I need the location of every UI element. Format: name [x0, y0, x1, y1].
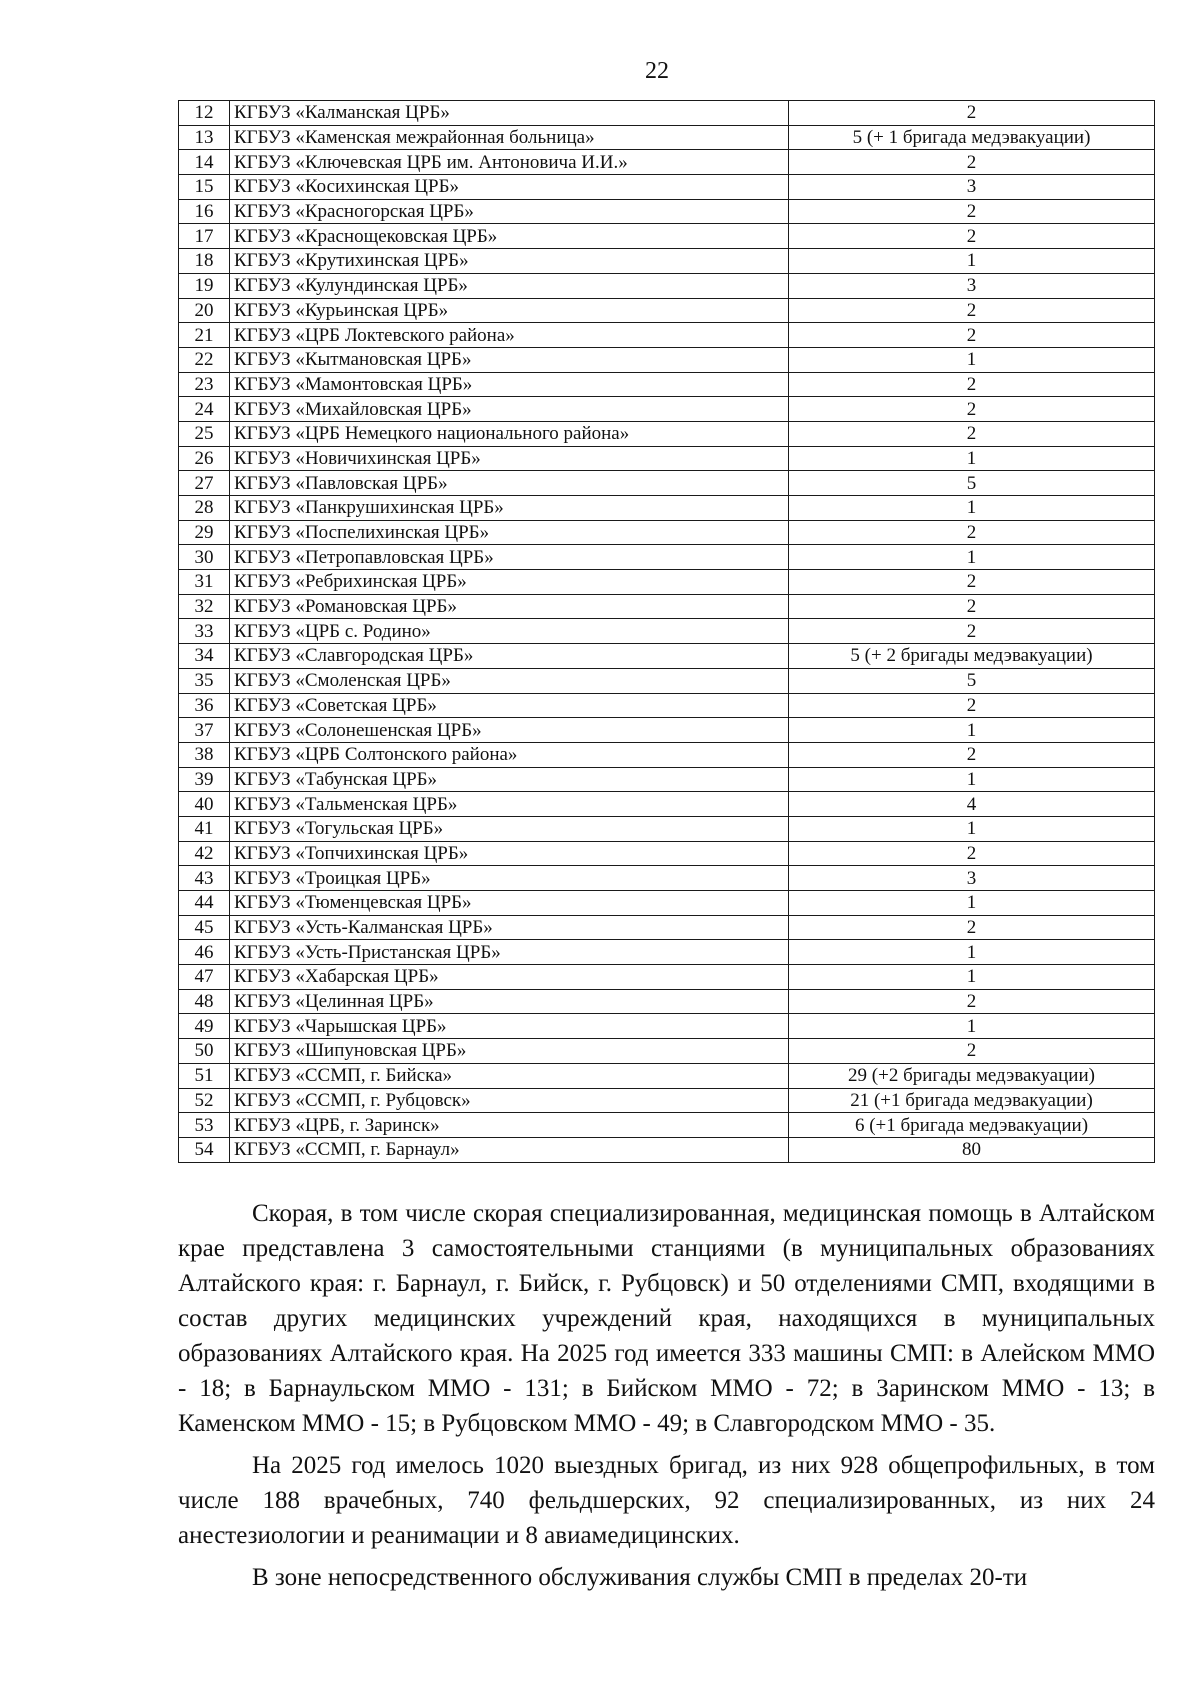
team-count-cell: 1 [789, 545, 1155, 570]
row-number-cell: 42 [179, 841, 230, 866]
row-number-cell: 50 [179, 1039, 230, 1064]
row-number-cell: 31 [179, 570, 230, 595]
institution-name-cell: КГБУЗ «ЦРБ, г. Заринск» [230, 1113, 789, 1138]
institution-name-cell: КГБУЗ «ЦРБ Локтевского района» [230, 323, 789, 348]
table-row [179, 570, 1155, 595]
team-count-cell: 1 [789, 347, 1155, 372]
table-row [179, 792, 1155, 817]
table-row [179, 249, 1155, 274]
table-row [179, 940, 1155, 965]
ambulance-teams-table [178, 100, 1155, 1163]
row-number-cell: 38 [179, 742, 230, 767]
team-count-cell: 2 [789, 594, 1155, 619]
institution-name-cell: КГБУЗ «ССМП, г. Рубцовск» [230, 1088, 789, 1113]
table-row [179, 1039, 1155, 1064]
team-count-cell: 1 [789, 767, 1155, 792]
table-row [179, 644, 1155, 669]
table-row [179, 199, 1155, 224]
row-number-cell: 14 [179, 150, 230, 175]
institution-name-cell: КГБУЗ «ССМП, г. Барнаул» [230, 1137, 789, 1162]
page-number: 22 [645, 58, 669, 84]
table-row [179, 1113, 1155, 1138]
table-row [179, 1088, 1155, 1113]
team-count-cell: 2 [789, 520, 1155, 545]
institution-name-cell: КГБУЗ «Топчихинская ЦРБ» [230, 841, 789, 866]
table-row [179, 841, 1155, 866]
institution-name-cell: КГБУЗ «Крутихинская ЦРБ» [230, 249, 789, 274]
institution-name-cell: КГБУЗ «Петропавловская ЦРБ» [230, 545, 789, 570]
row-number-cell: 21 [179, 323, 230, 348]
institution-name-cell: КГБУЗ «Солонешенская ЦРБ» [230, 718, 789, 743]
team-count-cell: 1 [789, 496, 1155, 521]
team-count-cell: 2 [789, 298, 1155, 323]
team-count-cell: 2 [789, 915, 1155, 940]
team-count-cell: 2 [789, 989, 1155, 1014]
institution-name-cell: КГБУЗ «Кулундинская ЦРБ» [230, 273, 789, 298]
table-row [179, 397, 1155, 422]
team-count-cell: 5 (+ 1 бригада медэвакуации) [789, 125, 1155, 150]
institution-name-cell: КГБУЗ «Панкрушихинская ЦРБ» [230, 496, 789, 521]
institution-name-cell: КГБУЗ «Табунская ЦРБ» [230, 767, 789, 792]
table-row [179, 273, 1155, 298]
table-row [179, 347, 1155, 372]
row-number-cell: 36 [179, 693, 230, 718]
row-number-cell: 26 [179, 446, 230, 471]
row-number-cell: 22 [179, 347, 230, 372]
institution-name-cell: КГБУЗ «Тальменская ЦРБ» [230, 792, 789, 817]
team-count-cell: 2 [789, 372, 1155, 397]
team-count-cell: 5 (+ 2 бригады медэвакуации) [789, 644, 1155, 669]
institution-name-cell: КГБУЗ «Краснощековская ЦРБ» [230, 224, 789, 249]
table-row [179, 545, 1155, 570]
table-row [179, 742, 1155, 767]
table-row [179, 816, 1155, 841]
row-number-cell: 52 [179, 1088, 230, 1113]
table-row [179, 446, 1155, 471]
team-count-cell: 2 [789, 742, 1155, 767]
table-row [179, 866, 1155, 891]
row-number-cell: 18 [179, 249, 230, 274]
row-number-cell: 41 [179, 816, 230, 841]
row-number-cell: 46 [179, 940, 230, 965]
table-row [179, 471, 1155, 496]
team-count-cell: 2 [789, 323, 1155, 348]
institution-name-cell: КГБУЗ «ССМП, г. Бийска» [230, 1063, 789, 1088]
table-row [179, 125, 1155, 150]
row-number-cell: 47 [179, 965, 230, 990]
row-number-cell: 16 [179, 199, 230, 224]
row-number-cell: 15 [179, 175, 230, 200]
institution-name-cell: КГБУЗ «Славгородская ЦРБ» [230, 644, 789, 669]
team-count-cell: 1 [789, 1014, 1155, 1039]
table-row [179, 767, 1155, 792]
paragraph: В зоне непосредственного обслуживания службы СМП в пределах 20-ти [252, 1564, 1028, 1591]
row-number-cell: 25 [179, 421, 230, 446]
team-count-cell: 2 [789, 841, 1155, 866]
table-row [179, 693, 1155, 718]
table-row [179, 496, 1155, 521]
team-count-cell: 3 [789, 175, 1155, 200]
table-row [179, 718, 1155, 743]
team-count-cell: 3 [789, 866, 1155, 891]
institution-name-cell: КГБУЗ «ЦРБ Солтонского района» [230, 742, 789, 767]
institution-name-cell: КГБУЗ «Советская ЦРБ» [230, 693, 789, 718]
team-count-cell: 1 [789, 891, 1155, 916]
institution-name-cell: КГБУЗ «Красногорская ЦРБ» [230, 199, 789, 224]
institution-name-cell: КГБУЗ «Усть-Калманская ЦРБ» [230, 915, 789, 940]
institution-name-cell: КГБУЗ «Курьинская ЦРБ» [230, 298, 789, 323]
table-row [179, 1014, 1155, 1039]
team-count-cell: 6 (+1 бригада медэвакуации) [789, 1113, 1155, 1138]
row-number-cell: 33 [179, 619, 230, 644]
institution-name-cell: КГБУЗ «Тогульская ЦРБ» [230, 816, 789, 841]
table-row [179, 1137, 1155, 1162]
row-number-cell: 28 [179, 496, 230, 521]
team-count-cell: 1 [789, 249, 1155, 274]
team-count-cell: 3 [789, 273, 1155, 298]
institution-name-cell: КГБУЗ «Ребрихинская ЦРБ» [230, 570, 789, 595]
table-row [179, 619, 1155, 644]
institution-name-cell: КГБУЗ «Чарышская ЦРБ» [230, 1014, 789, 1039]
row-number-cell: 23 [179, 372, 230, 397]
institution-name-cell: КГБУЗ «Павловская ЦРБ» [230, 471, 789, 496]
team-count-cell: 4 [789, 792, 1155, 817]
institution-name-cell: КГБУЗ «Целинная ЦРБ» [230, 989, 789, 1014]
row-number-cell: 17 [179, 224, 230, 249]
row-number-cell: 53 [179, 1113, 230, 1138]
row-number-cell: 34 [179, 644, 230, 669]
team-count-cell: 2 [789, 397, 1155, 422]
institution-name-cell: КГБУЗ «Троицкая ЦРБ» [230, 866, 789, 891]
ambulance-teams-table-wrap [178, 100, 1155, 1163]
table-row [179, 594, 1155, 619]
paragraph: Скорая, в том числе скорая специализированная, медицинская помощь в Алтайском крае представлена 3 самостоятельными станциями (в муниципальных образованиях Алтайского края: г. Барнаул, г. Бийск, г. Рубцовск) и 50 отделениями СМП, входящими в состав других медицинских учреждений края, находящихся в муниципальных образованиях Алтайского края. На 2025 год имеется 333 машины СМП: в Алейском ММО - 18; в Барнаульском ММО - 131; в Бийском ММО - 72; в Заринском ММО - 13; в Каменском ММО - 15; в Рубцовском ММО - 49; в Славгородском ММО - 35. [178, 1200, 1155, 1437]
table-row [179, 1063, 1155, 1088]
table-row [179, 989, 1155, 1014]
institution-name-cell: КГБУЗ «ЦРБ Немецкого национального района» [230, 421, 789, 446]
team-count-cell: 1 [789, 965, 1155, 990]
row-number-cell: 48 [179, 989, 230, 1014]
team-count-cell: 80 [789, 1137, 1155, 1162]
row-number-cell: 51 [179, 1063, 230, 1088]
row-number-cell: 44 [179, 891, 230, 916]
team-count-cell: 2 [789, 224, 1155, 249]
institution-name-cell: КГБУЗ «Калманская ЦРБ» [230, 101, 789, 126]
row-number-cell: 54 [179, 1137, 230, 1162]
row-number-cell: 49 [179, 1014, 230, 1039]
row-number-cell: 29 [179, 520, 230, 545]
institution-name-cell: КГБУЗ «Усть-Пристанская ЦРБ» [230, 940, 789, 965]
team-count-cell: 2 [789, 101, 1155, 126]
row-number-cell: 35 [179, 668, 230, 693]
institution-name-cell: КГБУЗ «Мамонтовская ЦРБ» [230, 372, 789, 397]
team-count-cell: 2 [789, 1039, 1155, 1064]
team-count-cell: 1 [789, 718, 1155, 743]
table-row [179, 891, 1155, 916]
row-number-cell: 39 [179, 767, 230, 792]
team-count-cell: 1 [789, 816, 1155, 841]
team-count-cell: 2 [789, 199, 1155, 224]
table-row [179, 298, 1155, 323]
institution-name-cell: КГБУЗ «Шипуновская ЦРБ» [230, 1039, 789, 1064]
team-count-cell: 29 (+2 бригады медэвакуации) [789, 1063, 1155, 1088]
table-row [179, 421, 1155, 446]
table-row [179, 668, 1155, 693]
institution-name-cell: КГБУЗ «Ключевская ЦРБ им. Антоновича И.И.» [230, 150, 789, 175]
table-row [179, 101, 1155, 126]
team-count-cell: 2 [789, 619, 1155, 644]
body-text [178, 1196, 1155, 1602]
institution-name-cell: КГБУЗ «Кытмановская ЦРБ» [230, 347, 789, 372]
team-count-cell: 21 (+1 бригада медэвакуации) [789, 1088, 1155, 1113]
team-count-cell: 5 [789, 471, 1155, 496]
institution-name-cell: КГБУЗ «Каменская межрайонная больница» [230, 125, 789, 150]
team-count-cell: 2 [789, 150, 1155, 175]
institution-name-cell: КГБУЗ «Косихинская ЦРБ» [230, 175, 789, 200]
institution-name-cell: КГБУЗ «Хабарская ЦРБ» [230, 965, 789, 990]
table-row [179, 224, 1155, 249]
team-count-cell: 2 [789, 693, 1155, 718]
institution-name-cell: КГБУЗ «Смоленская ЦРБ» [230, 668, 789, 693]
team-count-cell: 1 [789, 446, 1155, 471]
paragraph: На 2025 год имелось 1020 выездных бригад, из них 928 общепрофильных, в том числе 188 врачебных, 740 фельдшерских, 92 специализированных, из них 24 анестезиологии и реанимации и 8 авиамедицинских. [178, 1452, 1155, 1549]
table-row [179, 175, 1155, 200]
team-count-cell: 2 [789, 570, 1155, 595]
table-row [179, 372, 1155, 397]
row-number-cell: 13 [179, 125, 230, 150]
institution-name-cell: КГБУЗ «Тюменцевская ЦРБ» [230, 891, 789, 916]
row-number-cell: 40 [179, 792, 230, 817]
team-count-cell: 1 [789, 940, 1155, 965]
team-count-cell: 2 [789, 421, 1155, 446]
row-number-cell: 19 [179, 273, 230, 298]
institution-name-cell: КГБУЗ «Новичихинская ЦРБ» [230, 446, 789, 471]
row-number-cell: 43 [179, 866, 230, 891]
row-number-cell: 37 [179, 718, 230, 743]
table-body [179, 101, 1155, 1163]
team-count-cell: 5 [789, 668, 1155, 693]
row-number-cell: 30 [179, 545, 230, 570]
row-number-cell: 45 [179, 915, 230, 940]
row-number-cell: 20 [179, 298, 230, 323]
institution-name-cell: КГБУЗ «ЦРБ с. Родино» [230, 619, 789, 644]
row-number-cell: 32 [179, 594, 230, 619]
table-row [179, 323, 1155, 348]
table-row [179, 520, 1155, 545]
table-row [179, 965, 1155, 990]
table-row [179, 150, 1155, 175]
institution-name-cell: КГБУЗ «Михайловская ЦРБ» [230, 397, 789, 422]
institution-name-cell: КГБУЗ «Романовская ЦРБ» [230, 594, 789, 619]
institution-name-cell: КГБУЗ «Поспелихинская ЦРБ» [230, 520, 789, 545]
row-number-cell: 27 [179, 471, 230, 496]
row-number-cell: 24 [179, 397, 230, 422]
table-row [179, 915, 1155, 940]
row-number-cell: 12 [179, 101, 230, 126]
